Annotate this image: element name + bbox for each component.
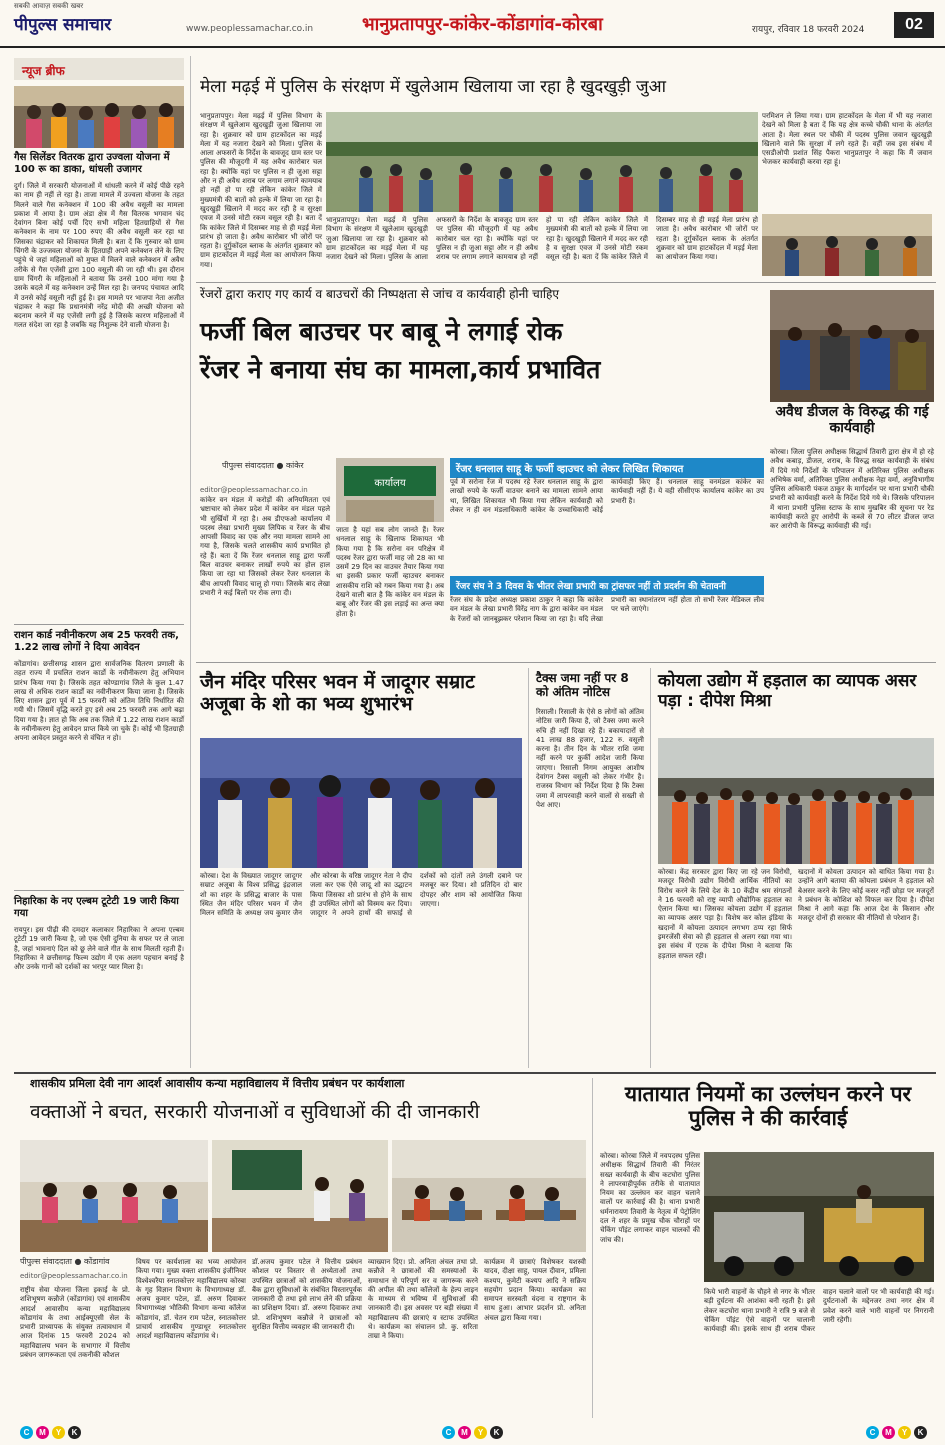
koyla-photo [658,738,934,864]
yatayat-photo [704,1152,934,1282]
ranger-kicker: रेंजरों द्वारा कराए गए कार्य व बाउचरों की निष्पक्षता से जांच व कार्यवाही होनी चाहिए [200,287,560,301]
gas-headline: गैस सिलेंडर वितरक द्वारा उज्वला योजना में 100 रू का डाका, धांधली उजागर [14,152,170,175]
shashkiya-col-1: राष्ट्रीय सेवा योजना जिला इकाई के प्रो. शशिभूषण कन्नौजे (कोंडागांव) एवं शासकीय आदर्श आवासीय कन्या महाविद्यालय कोंडागांव के तथा आईक्यूएसी सेल के प्रभारी प्राध्यापक के संयुक्त तत्वावधान में आज दिनांक 15 फरवरी 2024 को महाविद्यालय भवन के सभागार में वित्तीय प्रबंधन जागरूकता एवं तकनीकी कौशल [20,1286,130,1360]
column-rule [528,668,529,1068]
ranger-bar-2: रेंजर संघ ने 3 दिवस के भीतर लेखा प्रभारी का ट्रांसफर नहीं तो प्रदर्शन की चेतावनी [450,576,764,595]
mela-headline: मेला मढ़ई में पुलिस के संरक्षण में खुलेआम खिलाया जा रहा है खुदखुड़ी जुआ [200,77,667,97]
mela-photo-2 [762,214,932,276]
cmyk-black: K [490,1426,503,1439]
newspaper-logo[interactable] [14,2,112,35]
jadugar-body: कोरबा। देश के विख्यात जादूगर जादूगर सम्राट अजूबा के विश्व प्रसिद्ध इंद्रजाल शो का शहर के प्रसिद्ध बाजार के पास स्थित जैन मंदिर परिसर भवन में जैन मिलन समिति के अध्यक्ष जय कुमार जैन और कोरबा के वरिष्ठ जादूगर नेता ने दीप जला कर एक ऐसे जादू शो का उद्घाटन किया जिसका शो प्रारंभ से होने के साथ ही उपस्थित लोगों को विस्मय कर दिया। जादूगर ने अपने हाथों की सफाई से दर्शकों को दांतों तले उंगली दबाने पर मजबूर कर दिया। शो प्रतिदिन दो बार दोपहर और शाम को आयोजित किया जाएगा। [200,872,522,918]
ranger-headline-2: रेंजर ने बनाया संघ का मामला,कार्य प्रभावित [200,355,601,384]
office-photo [336,458,444,522]
cmyk-magenta: M [882,1426,895,1439]
koyla-right-body: खदानों में कोयला उत्पादन को बाधित किया गया है। उन्होंने आगे बताया की कोयला प्रबंधन ने हड़ताल को बेअसर करने के लिए कोई कसर नहीं छोड़ा पर मजदूरों ने प्रबंधन के कोशिश को विफल कर दिया है। दीपेश मिश्रा ने आगे कहा कि आज देश के किसान और मजदूर दोनों ही सरकार की नीतियों से परेशान हैं। [798,868,934,923]
cmyk-marks-left [20,1426,81,1439]
cmyk-cyan: C [442,1426,455,1439]
divider [196,282,936,283]
shashkiya-col-5: कार्यक्रम में छात्राएं विशेषकर यशस्वी यादव, दीक्षा साहू, पायल दीवान, प्रमिला कश्यप, कुमेटी कश्यप आदि ने सक्रिय सहयोग प्रदान किया। कार्यक्रम का समापन सरस्वती वंदना व राष्ट्रगान के साथ हुआ। आभार प्रदर्शन प्रो. अनिता अंचल द्वारा किया गया। [484,1258,586,1322]
column-rule [650,668,651,1068]
shashkiya-col-4: व्याख्यान दिए। प्रो. अनिता अंचल तथा प्रो. कन्नौजे ने छात्राओं की समस्याओं के समाधान से परिपूर्ण सर व जागरूक करने की अपील की तथा कॉलेजों के हेल्प लाइन के माध्यम से भविष्य में सुविधाओं की जानकारी दी। इस अवसर पर बड़ी संख्या में महाविद्यालय की छात्राएं व स्टाफ उपस्थित थे। कार्यक्रम का संचालन प्रो. कु. सरिता ताम्रा ने किया। [368,1258,478,1341]
divider [14,1072,936,1074]
koyla-body: कोरबा। केंद्र सरकार द्वारा किए जा रहे जन विरोधी, मजदूर विरोधी उद्योग विरोधी आर्थिक नीतियों का विरोध करने के लिये देश के 10 केंद्रीय श्रम संगठनों ने 16 फरवरी को राष्ट्र व्यापी औद्योगिक हड़ताल का ऐलान किया था। जिसका कोयला उद्योग में हड़ताल का व्यापक असर पड़ा है। विशेष कर कोल इंडिया के खदानों में कोयला उत्पादन लगभग ठप्प रहा सिर्फ इमरजेंसी सेवा को ही हड़ताल से अलग रखा गया था। इस संबंध में एटक के दीपेश मिश्रा ने बताया कि हड़ताल सफल रही। [658,868,792,960]
cmyk-marks-right [866,1426,927,1439]
mela-lower-body: भानुप्रतापपुर। मेला मढ़ई में पुलिस विभाग के संरक्षण में खुलेआम खुदखुड़ी जुआ खिलाया जा रहा है। शुक्रवार को ग्राम हाटकोंदल का मड़ई मेला में यह नजारा देखने को मिला। पुलिस के आला अफसरों के निर्देश के बावजूद ग्राम स्तर पर पुलिस की मौजूदगी में यह अवैध कारोबार चल रहा है। क्योंकि यहां पर पुलिस न ही जुआ सट्टा और न ही अवैध शराब पर लगाम लगाने कामयाब हो नहीं हो पा रही लेकिन कांकेर जिले में मुख्यमंत्री की बातों को हल्के में लिया जा रहा है। खुदखुड़ी खिलाने में मदद कर रही है व सुरक्षा एवज में उनसे मोटी रकम वसूल रही है। बता दें कि कांकेर जिले में दिसम्बर माह से ही मड़ई मेला प्रारंभ हो जाता है। अवैध कारोबार भी जोरों पर रहता है। दुर्गुकोंदल ब्लाक के अंतर्गत शुक्रवार को ग्राम हाटकोंदल में मड़ई मेला का आयोजन किया गया। [326,216,758,262]
gas-photo [14,86,184,148]
logo-tagline: सबकी आवाज़ सबकी खबर [14,2,84,10]
cmyk-magenta: M [36,1426,49,1439]
shashkiya-col-3: डॉ.अजय कुमार पटेल ने वित्तीय प्रबंधन कौशल पर विस्तार से अध्येताओं तथा उपस्थित छात्राओं को शासकीय योजनाओं, बैंक द्वारा सुविधाओं के संबंधित विस्तारपूर्वक जानकारी दी तथा इसे लाभ लेने की प्रक्रिया का प्रशिक्षण दिया। डॉ. अरुण दिवाकर तथा प्रो. शशिभूषण कन्नौजे ने छात्राओं को सुरक्षित वित्तीय व्यवहार की जानकारी दी। [252,1258,362,1332]
mela-photo [326,112,758,212]
shashkiya-col-2: विषय पर कार्यशाला का भव्य आयोजन किया गया। मुख्य वक्ता शासकीय इंजीनियर विश्वेश्वरैया स्नातकोत्तर महाविद्यालय कोरबा के गृह विज्ञान विभाग के विभागाध्यक्ष डॉ. अजय कुमार पटेल, डॉ. अरुण दिवाकर विभागाध्यक्ष भौतिकी विभाग कन्या कॉलेज कोंडागांव, डॉ. चेतन राम पटेल, स्नातकोत्तर प्राचार्य शासकीय गुण्डाधूर स्नातकोत्तर आदर्श महाविद्यालय कोंडागांव थे। [136,1258,246,1341]
tax-body: रिसाली। रिसाली के ऐसे 8 लोगों को अंतिम नोटिस जारी किया है, जो टैक्स जमा करने रुचि ही नहीं दिखा रहे हैं। बकायादारों से 41 लाख 88 हजार, 122 रु. वसूली करना है। तीन दिन के भीतर राशि जमा नहीं करने पर कुर्की आदेश जारी किया जाएगा। रिसाली निगम आयुक्त आशीष देवांगन टैक्स वसूली को लेकर गंभीर है। राजस्व विभाग को निर्देश दिया है कि टैक्स जमा में लापरवाही करने वालों से सख्ती से पेश आए। [536,708,644,809]
shashkiya-byline: पीपुल्स संवाददाता ● कोंडागांव [20,1257,110,1266]
workshop-photo-3 [392,1140,586,1252]
cmyk-cyan: C [20,1426,33,1439]
cmyk-cyan: C [866,1426,879,1439]
column-rule [190,56,191,1068]
masthead [0,0,945,48]
workshop-photo-1 [20,1140,208,1252]
diesel-headline: अवैध डीजल के विरुद्ध की गई कार्यवाही [775,404,929,437]
edition-title: भानुप्रतापपुर-कांकेर-कोंडागांव-कोरबा [362,14,603,35]
cmyk-black: K [914,1426,927,1439]
dateline: रायपुर, रविवार 18 फरवरी 2024 [752,25,865,35]
ranger-bar-1-body: पूर्व में सरोना रेंज में पदस्थ रहे रेंजर धनलाल साहू के द्वारा लाखों रुपये के फर्जी वाउचर बनाने का मामला सामने आया था, लिखित शिकायत भी किया गया लेकिन कार्यवाही को लेकर न ही वन मंडलाधिकारी कांकेर के उच्चाधिकारी कोई कार्यवाही किए हैं। धनलाल साहू वनमंडल कांकेर का कार्यवाही नहीं हैं। ये वही सीसीएफ कार्यालय कांकेर का उप प्रभारी है। [450,478,764,514]
page-number: 02 [894,12,934,38]
ration-body: कोंडागांव। छत्तीसगढ़ शासन द्वारा सार्वजनिक वितरण प्रणाली के तहत राज्य में प्रचलित राशन कार्डो के नवीनीकरण हेतु अभियान प्रारंभ किया गया है। जिसके तहत कोण्डागांव जिले के कुल 1.47 लाख से अधिक राशन कार्डों का नवीनीकरण किया जाना है। जिसके लिए शासन द्वारा पूर्व में 15 फरवरी को अंतिम तिथि निर्धारित की गयी थी। जिसमें वृद्धि करते हुए इसे अब 25 फरवरी तक आगे बढ़ा दिया गया है। ज्ञात हो कि अब तक जिले में 1.22 लाख राशन कार्डो के नवीनीकरण हेतु आवेदन प्राप्त किये जा चुके हैं। कोई भी हितग्राही अपना आवेदन प्रस्तुत करने से वंचित न हो। [14,660,184,743]
jadugar-headline: जैन मंदिर परिसर भवन में जादूगर सम्राट अजूबा के शो का भव्य शुभारंभ [200,671,475,715]
mela-body: भानुप्रतापपुर। मेला मढ़ई में पुलिस विभाग के संरक्षण में खुलेआम खुदखुड़ी जुआ खिलाया जा रहा है। शुक्रवार को ग्राम हाटकोंदल का मड़ई मेला में यह नजारा देखने को मिला। पुलिस के आला अफसरों के निर्देश के बावजूद ग्राम स्तर पर पुलिस की मौजूदगी में यह अवैध कारोबार चल रहा है। क्योंकि यहां पर पुलिस न ही जुआ सट्टा और न ही अवैध शराब पर लगाम लगाने कामयाब हो नहीं हो पा रही लेकिन कांकेर जिले में मुख्यमंत्री की बातों को हल्के में लिया जा रहा है। खुदखुड़ी खिलाने में मदद कर रही है व सुरक्षा एवज में उनसे मोटी रकम वसूल रही है। बता दें कि कांकेर जिले में दिसम्बर माह से ही मड़ई मेला प्रारंभ हो जाता है। अवैध कारोबार भी जोरों पर रहता है। दुर्गुकोंदल ब्लाक के अंतर्गत शुक्रवार को ग्राम हाटकोंदल में मड़ई मेला का आयोजन किया गया। [200,112,322,269]
column-rule [592,1078,593,1418]
news-brief-label: न्यूज ब्रीफ [14,58,184,80]
divider [14,624,184,625]
cmyk-yellow: Y [898,1426,911,1439]
cmyk-yellow: Y [52,1426,65,1439]
logo-text: पीपुल्स समाचार [14,15,112,35]
tax-headline: टैक्स जमा नहीं पर 8 को अंतिम नोटिस [536,671,629,699]
ranger-bar-1: रेंजर धनलाल साहू के फर्जी व्हाउचर को लेकर लिखित शिकायत [450,458,764,478]
cmyk-yellow: Y [474,1426,487,1439]
ranger-body-mid: जाता है यहां सब लोग जानते हैं। रेंजर धनलाल साहू के खिलाफ शिकायत भी किया गया है कि सरोना वन परिक्षेत्र में पदस्थ रेंजर द्वारा फर्जी माह जो 28 का था उसमें 29 दिन का वाउचर तैयार किया गया था इसकी प्रकार फर्जी व्हाउचर बनाकर शासकीय राशि को गबन किया गया है। अब देखने वाली बात है कि कांकेर वन मंडल के बाबू और रेंजर की इस लड़ाई का अन्त क्या होता है। [336,526,444,618]
divider [196,662,936,663]
nihariika-body: रायपुर। इस पीढ़ी की दमदार कलाकार निहारिका ने अपना एल्बम टूटेटी 19 जारी किया है, जो एक ऐसी दुनिया के सफर पर ले जाता है, जहां भावनाएं दिल को छू लेने वाले गीत के साथ मिलती रहती हैं। निहारिका ने छत्तीसगढ़ फिल्म उद्योग में एक अलग पहचान बनाई है और उनके गानों को दर्शकों का भरपूर प्यार मिला है। [14,926,184,972]
cmyk-marks-center [442,1426,503,1439]
cmyk-magenta: M [458,1426,471,1439]
gas-body: दुर्ग। जिले में सरकारी योजनाओं में धांधली करने में कोई पीछे रहने का नाम ही नहीं ले रहा है। ताजा मामले में उज्वला योजना के तहत मिलने वाले गैस कनेक्शन में 100 की अवैध वसूली का मामला प्रकाश में आया है। ग्राम अंडा क्षेत्र में गैस वितरक भगवान चंद देवांगन बिना कोई पर्ची दिए सभी महिला हितग्राहियों से गैस कनेक्शन के नाम पर 100 रुपए की अवैध वसूली कर रहा था जिसका चंद्राकर को शिकायत मिली है। बता दें कि गुरुवार को ग्राम चिंगरी के उज्जवला योजना के हितग्राही अपने कनेक्शन लेने के लिए पहुंचे थे जहां महिलाओं को मुफ्त में मिलने वाले कनेक्शन में अवैध तरीके से गैस एजेंसी द्वारा 100 वसूली की जा रही थी। इस दौरान ग्राम चिंगरी के महिलाओं ने बताया कि उनसे 100 मांगा गया है उसके बदले में वह कनेक्शन उन्हें मिल रहा है। जनपद पंचायत आदि में उनसे कोई वसूली नहीं हुई है। इस मामले पर भाजपा नेता अजीत चंद्राकर ने कहा कि प्रधानमंत्री नरेंद्र मोदी की अच्छी योजना को बदनाम करने में यह एजेंसी लगी हुई है जिसके कारण महिलाओं में गलत संदेश जा रहा है जबकि यह निशुल्क देने वाली योजना है। [14,182,184,330]
ranger-headline-1: फर्जी बिल बाउचर पर बाबू ने लगाई रोक [200,317,563,346]
cmyk-black: K [68,1426,81,1439]
diesel-body: कोरबा। जिला पुलिस अधीक्षक सिद्धार्थ तिवारी द्वारा क्षेत्र में हो रहे अवैध कबाड़, डीजल, शराब, के विरुद्ध सख्त कार्यवाही के संबंध में दिये गये निर्देशों के परिपालन में अतिरिक्त पुलिस अधीक्षक अभिषेक वर्मा, अतिरिक्त पुलिस अधीक्षक नेहा वर्मा, अनुविभागीय पुलिस अधिकारी पंकज ठाकुर के मार्गदर्शन पर थाना प्रभारी चौकी प्रभारी को कार्यवाही करने के निर्देश दिये गये थे। जिसके परिपालन में थाना प्रभारी पुलिस स्टाफ के साथ मुखबिर की सूचना पर रेड कार्यवाही करते हुए आरोपी के कब्जे से 70 लीटर डीजल जप्त कर आरोपी के विरूद्ध कार्यवाही की गई। [770,448,934,531]
divider [14,890,184,891]
shashkiya-email[interactable]: editor@peoplessamachar.co.in [20,1272,128,1280]
jadugar-photo [200,738,522,868]
workshop-photo-2 [212,1140,388,1252]
yatayat-body: कोरबा। कोरबा जिले में नवपदस्थ पुलिस अधीक्षक सिद्धार्थ तिवारी की निरंतर सख्त कार्यवाही के बीच कटघोरा पुलिस ने लापरवाहीपूर्वक तरीके से यातायात नियम का उल्लंघन कर वाहन चलाने वालों पर कार्रवाई की है। थाना प्रभारी धर्मनारायण तिवारी के नेतृत्व में पेट्रोलिंग दल ने शहर के प्रमुख चौक चौराहों पर चेकिंग पॉइंट लगाकर वाहन चालकों की जांच की। [600,1152,700,1244]
ranger-email[interactable]: editor@peoplessamachar.co.in [200,486,308,494]
shashkiya-headline: वक्ताओं ने बचत, सरकारी योजनाओं व सुविधाओं की दी जानकारी [30,1101,480,1123]
nihariika-headline: निहारिका के नए एल्बम टूटेटी 19 जारी किया गया [14,896,179,919]
office-board-text: कार्यालय [374,478,406,489]
yatayat-right-body: किये भारी वाहनों के चौहने से नगर के भीतर बड़ी दुर्घटना की आशंका बनी रहती है। इसे लेकर कटघोरा थाना प्रभारी ने रात्रि 9 बजे से चेकिंग पॉइंट ऐसे वाहनों पर चालानी कार्यवाही की। इसके साथ ही शराब पीकर वाहन चलाने वालों पर भी कार्यवाही की गई। दुर्घटनाओं के मद्देनजर तथा नगर क्षेत्र में प्रवेश करने वाले भारी वाहनों पर निगरानी जारी रहेगी। [704,1288,934,1334]
mela-right-body: परमिशन ले लिया गया। ग्राम हाटकोंदल के मेला में भी यह नजारा देखने को मिला है बता दें कि यह क्षेत्र कच्चे चौकी थाना के अंतर्गत आता है। मेला स्थल पर चौकी में पदस्थ पुलिस जवान खुदखुड़ी खिलाने वाले कि सुरक्षा में लगे रहते हैं। वहीं जब इस संबंध में एसडीओपी प्रशांत सिंह पैकरा भानुप्रतापुर ने कहा कि मैं जवान भेजकर कार्यवाही करवा रहा हूं। [762,112,932,167]
ranger-byline: पीपुल्स संवाददाता ● कांकेर [222,461,304,470]
ranger-body-left: कांकेर वन मंडल में करोड़ों की अनियमितता एवं भ्रष्टाचार को लेकर प्रदेश में कांकेर वन मंडल पहले भी सुर्खियों में रहा है। अब डीएफओ कार्यालय में पदस्थ लेखा प्रभारी मुख्य लिपिक व रेंजर के बीच आपसी विवाद का एक और नया मामला सामने आ गया है, जिसके चलते शासकीय कार्य प्रभावित हो रहे हैं। बता दें कि रेंजर धनलाल साहू द्वारा फर्जी बिल वाउचर बनाकर लाखों रुपये का होल हाल किया जा रहा था जिसको लेकर रेंजर धनलाल के बीच आपसी विवाद चालू हो गया। जिसके बाद लेखा प्रभारी ने कई बिलों पर रोक लगा दी। [200,496,330,597]
koyla-headline: कोयला उद्योग में हड़ताल का व्यापक असर पड़ा : दीपेश मिश्रा [658,671,917,711]
diesel-photo [770,290,934,402]
yatayat-headline: यातायात नियमों का उल्लंघन करने पर पुलिस ने की कार्रवाई [624,1082,912,1131]
shashkiya-kicker: शासकीय प्रमिला देवी नाग आदर्श आवासीय कन्या महाविद्यालय में वित्तीय प्रबंधन पर कार्यशाला [30,1077,405,1090]
ration-headline: राशन कार्ड नवीनीकरण अब 25 फरवरी तक, 1.22 लाख लोगों ने दिया आवेदन [14,630,179,653]
site-url[interactable]: www.peoplessamachar.co.in [186,24,314,34]
ranger-bar-2-body: रेंजर संघ के प्रदेश अध्यक्ष प्रकाश ठाकुर ने कहा कि कांकेर वन मंडल के लेखा प्रभारी विरेंद्र नाग के द्वारा कांकेर वन मंडल के रेंजरों को जानबूझकर परेशान किया जा रहा है। यदि लेखा प्रभारी का स्थानांतरण नहीं होता तो सभी रेंजर मेडिकल लीव पर चले जाएंगे। [450,596,764,623]
